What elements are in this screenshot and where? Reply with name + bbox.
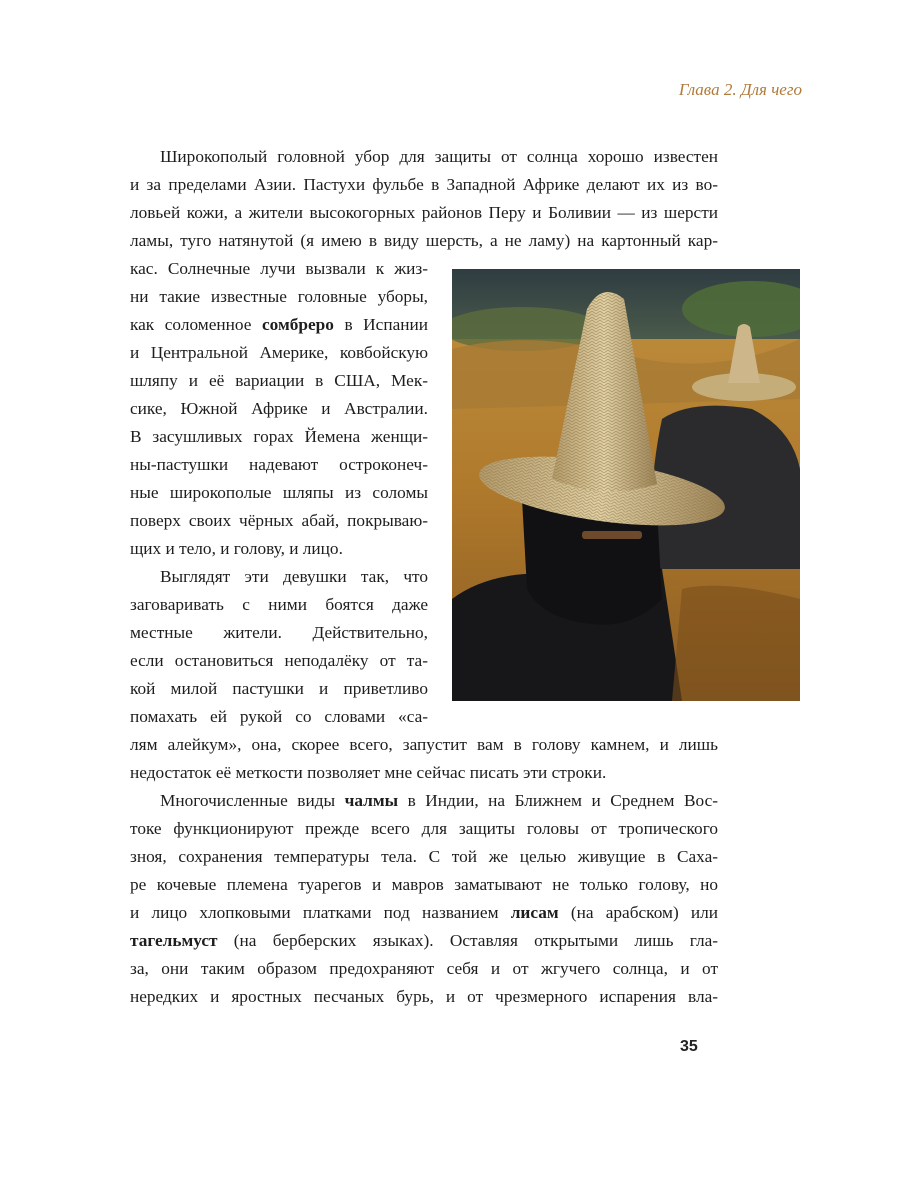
text-line: сике, Южной Африке и Австралии. (130, 399, 428, 418)
text-line: и за пределами Азии. Пастухи фульбе в Западной Африке делают их из во- (130, 175, 718, 194)
text-line: ны-пастушки надевают остроконеч- (130, 455, 428, 474)
text-line: Выглядят эти девушки так, что (160, 567, 428, 586)
text-line: поверх своих чёрных абай, покрываю- (130, 511, 428, 530)
text-line: кой милой пастушки и приветливо (130, 679, 428, 698)
text-line: и лицо хлопковыми платками под названием лисам (на арабском) или (130, 903, 719, 922)
text-line: помахать ей рукой со словами «са- (130, 707, 428, 726)
text-line: ловьей кожи, а жители высокогорных районов Перу и Боливии — из шерсти (130, 203, 718, 222)
text-line: ные широкополые шляпы из соломы (130, 483, 428, 502)
term-chalma: чалмы (344, 791, 399, 810)
photo-women-in-straw-hats (452, 269, 800, 701)
text-line: если остановиться неподалёку от та- (130, 651, 428, 670)
text-line: В засушливых горах Йемена женщи- (130, 427, 428, 446)
text-line: Широкополый головной убор для защиты от солнца хорошо известен (160, 147, 718, 166)
text-line: кас. Солнечные лучи вызвали к жиз- (130, 259, 428, 278)
running-head: Глава 2. Для чего (678, 80, 802, 99)
text-line: нередких и яростных песчаных бурь, и от чрезмерного испарения вла- (130, 987, 718, 1006)
term-sombrero: сомбреро (261, 315, 334, 334)
text-line: ламы, туго натянутой (я имею в виду шерсть, а не ламу) на картонный кар- (130, 231, 718, 250)
text-line: как соломенное сомбреро в Испании (130, 315, 428, 334)
text-line: местные жители. Действительно, (130, 623, 428, 642)
text-line: лям алейкум», она, скорее всего, запустит вам в голову камнем, и лишь (130, 735, 718, 754)
text-line: токе функционируют прежде всего для защиты головы от тропического (130, 819, 718, 838)
text-line: заговаривать с ними боятся даже (130, 595, 428, 614)
text-line: тагельмуст (на берберских языках). Оставляя открытыми лишь гла- (130, 931, 718, 950)
text-line: щих и тело, и голову, и лицо. (130, 539, 343, 558)
term-tagelmust: тагельмуст (130, 931, 218, 950)
text-line: за, они таким образом предохраняют себя и от жгучего солнца, и от (130, 959, 718, 978)
term-lisam: лисам (510, 903, 559, 922)
text-line: ре кочевые племена туарегов и мавров заматывают не только голову, но (130, 875, 718, 894)
text-line: недостаток её меткости позволяет мне сейчас писать эти строки. (130, 763, 607, 782)
text-line: и Центральной Америке, ковбойскую (130, 343, 428, 362)
page-number: 35 (680, 1038, 698, 1055)
text-line: зноя, сохранения температуры тела. С той же целью живущие в Саха- (130, 847, 718, 866)
text-line: Многочисленные виды чалмы в Индии, на Ближнем и Среднем Вос- (160, 791, 718, 810)
text-line: шляпу и её вариации в США, Мек- (130, 371, 428, 390)
text-line: ни такие известные головные уборы, (130, 287, 428, 306)
